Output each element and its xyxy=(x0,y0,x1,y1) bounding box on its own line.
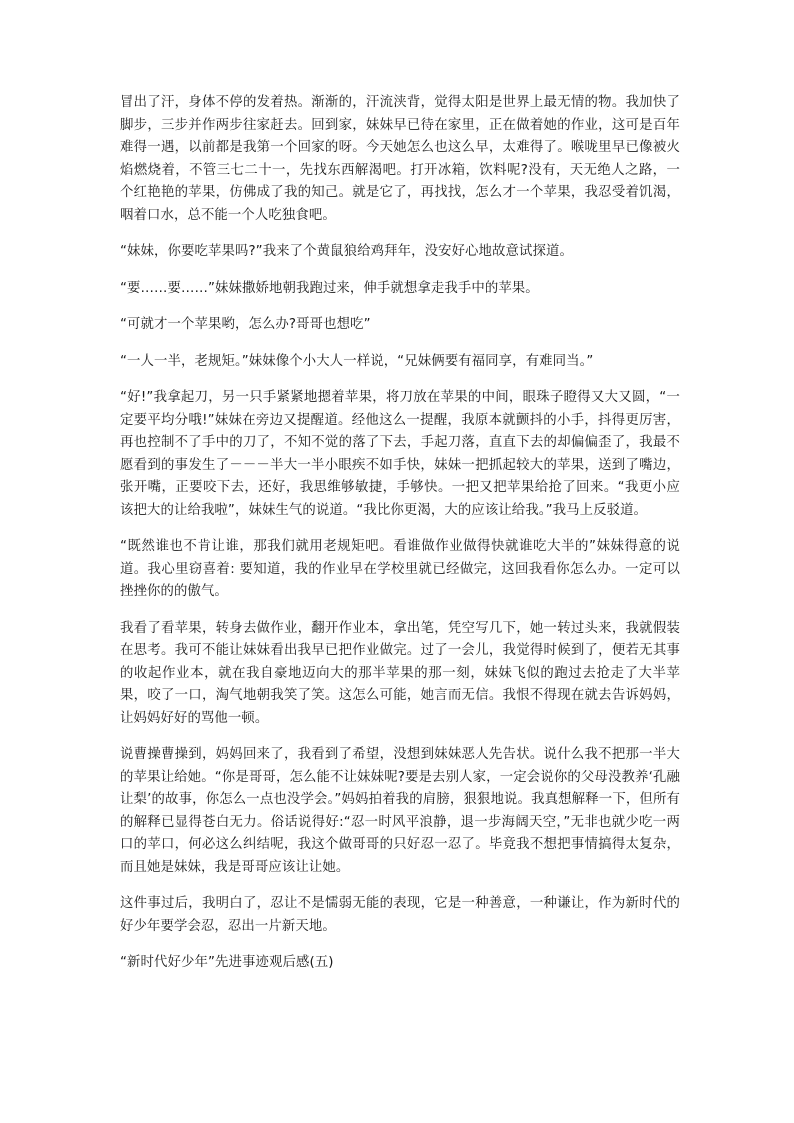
paragraph-3: “要……要……”妹妹撒娇地朝我跑过来，伸手就想拿走我手中的苹果。 xyxy=(120,280,539,296)
document-body xyxy=(120,92,680,989)
section-title: “新时代好少年”先进事迹观后感(五) xyxy=(120,955,334,970)
paragraph-4: “可就才一个苹果哟，怎么办?哥哥也想吃” xyxy=(120,317,371,332)
paragraph-5: “一人一半，老规矩。”妹妹像个小大人一样说，“兄妹俩要有福同享，有难同当。” xyxy=(120,353,594,369)
paragraph-6: “好!”我拿起刀，另一只手紧紧地摁着苹果，将刀放在苹果的中间，眼珠子瞪得又大又圆，“一定要平均分哦!”妹妹在旁边又提醒道。经他这么一提醒，我原本就颤抖的小手，抖得更厉害，再也控制不了手中的刀了，不知不觉的落了下去，手起刀落，直直下去的却偏偏歪了，我最不愿看到的事发生了－－－半大一半小眼疾不如手快，妹妹一把抓起较大的苹果，送到了嘴边，张开嘴，正要咬下去，还好，我思维够敏捷，手够快。一把又把苹果给抢了回来。“我更小应该把大的让给我啦”，妹妹生气的说道。“我比你更渴，大的应该让给我。”我马上反驳道。 xyxy=(120,390,680,518)
paragraph-9: 说曹操曹操到，妈妈回来了，我看到了希望，没想到妹妹恶人先告状。说什么我不把那一半大的苹果让给她。“你是哥哥，怎么能不让妹妹呢?要是去别人家，一定会说你的父母没教养‘孔融让梨’的故事，你怎么一点也没学会。”妈妈拍着我的肩膀，狠狠地说。我真想解释一下，但所有的解释已显得苍白无力。俗话说得好:“忍一时风平浪静，退一步海阔天空，”无非也就少吃一两口的苹口，何必这么纠结呢，我这个做哥哥的只好忍一忍了。毕竟我不想把事情搞得太复杂，而且她是妹妹，我是哥哥应该让让她。 xyxy=(120,747,680,875)
paragraph-8: 我看了看苹果，转身去做作业，翻开作业本，拿出笔，凭空写几下，她一转过头来，我就假装在思考。我可不能让妹妹看出我早已把作业做完。过了一会儿，我觉得时候到了，便若无其事的收起作业本，就在我自豪地迈向大的那半苹果的那一刻，妹妹飞似的跑过去抢走了大半苹果，咬了一口，淘气地朝我笑了笑。这怎么可能，她言而无信。我恨不得现在就去告诉妈妈，让妈妈好好的骂他一顿。 xyxy=(120,620,680,726)
paragraph-10: 这件事过后，我明白了，忍让不是懦弱无能的表现，它是一种善意，一种谦让，作为新时代的好少年要学会忍，忍出一片新天地。 xyxy=(120,896,680,934)
paragraph-2: “妹妹，你要吃苹果吗?”我来了个黄鼠狼给鸡拜年，没安好心地故意试探道。 xyxy=(120,244,573,259)
paragraph-1: 冒出了汗，身体不停的发着热。渐渐的，汗流浃背，觉得太阳是世界上最无情的物。我加快了脚步，三步并作两步往家赶去。回到家，妹妹早已待在家里，正在做着她的作业，这可是百年难得一遇，以前都是我第一个回家的呀。今天她怎么也这么早，太难得了。喉咙里早已像被火焰燃烧着，不管三七二十一，先找东西解渴吧。打开冰箱，饮料呢?没有，天无绝人之路，一个红艳艳的苹果，仿佛成了我的知己。就是它了，再找找，怎么才一个苹果，我忍受着饥渴，咽着口水，总不能一个人吃独食吧。 xyxy=(120,95,680,223)
paragraph-7: “既然谁也不肯让谁，那我们就用老规矩吧。看谁做作业做得快就谁吃大半的”妹妹得意的说道。我心里窃喜着: 要知道，我的作业早在学校里就已经做完，这回我看你怎么办。一定可以挫挫你的的傲气。 xyxy=(120,539,680,599)
